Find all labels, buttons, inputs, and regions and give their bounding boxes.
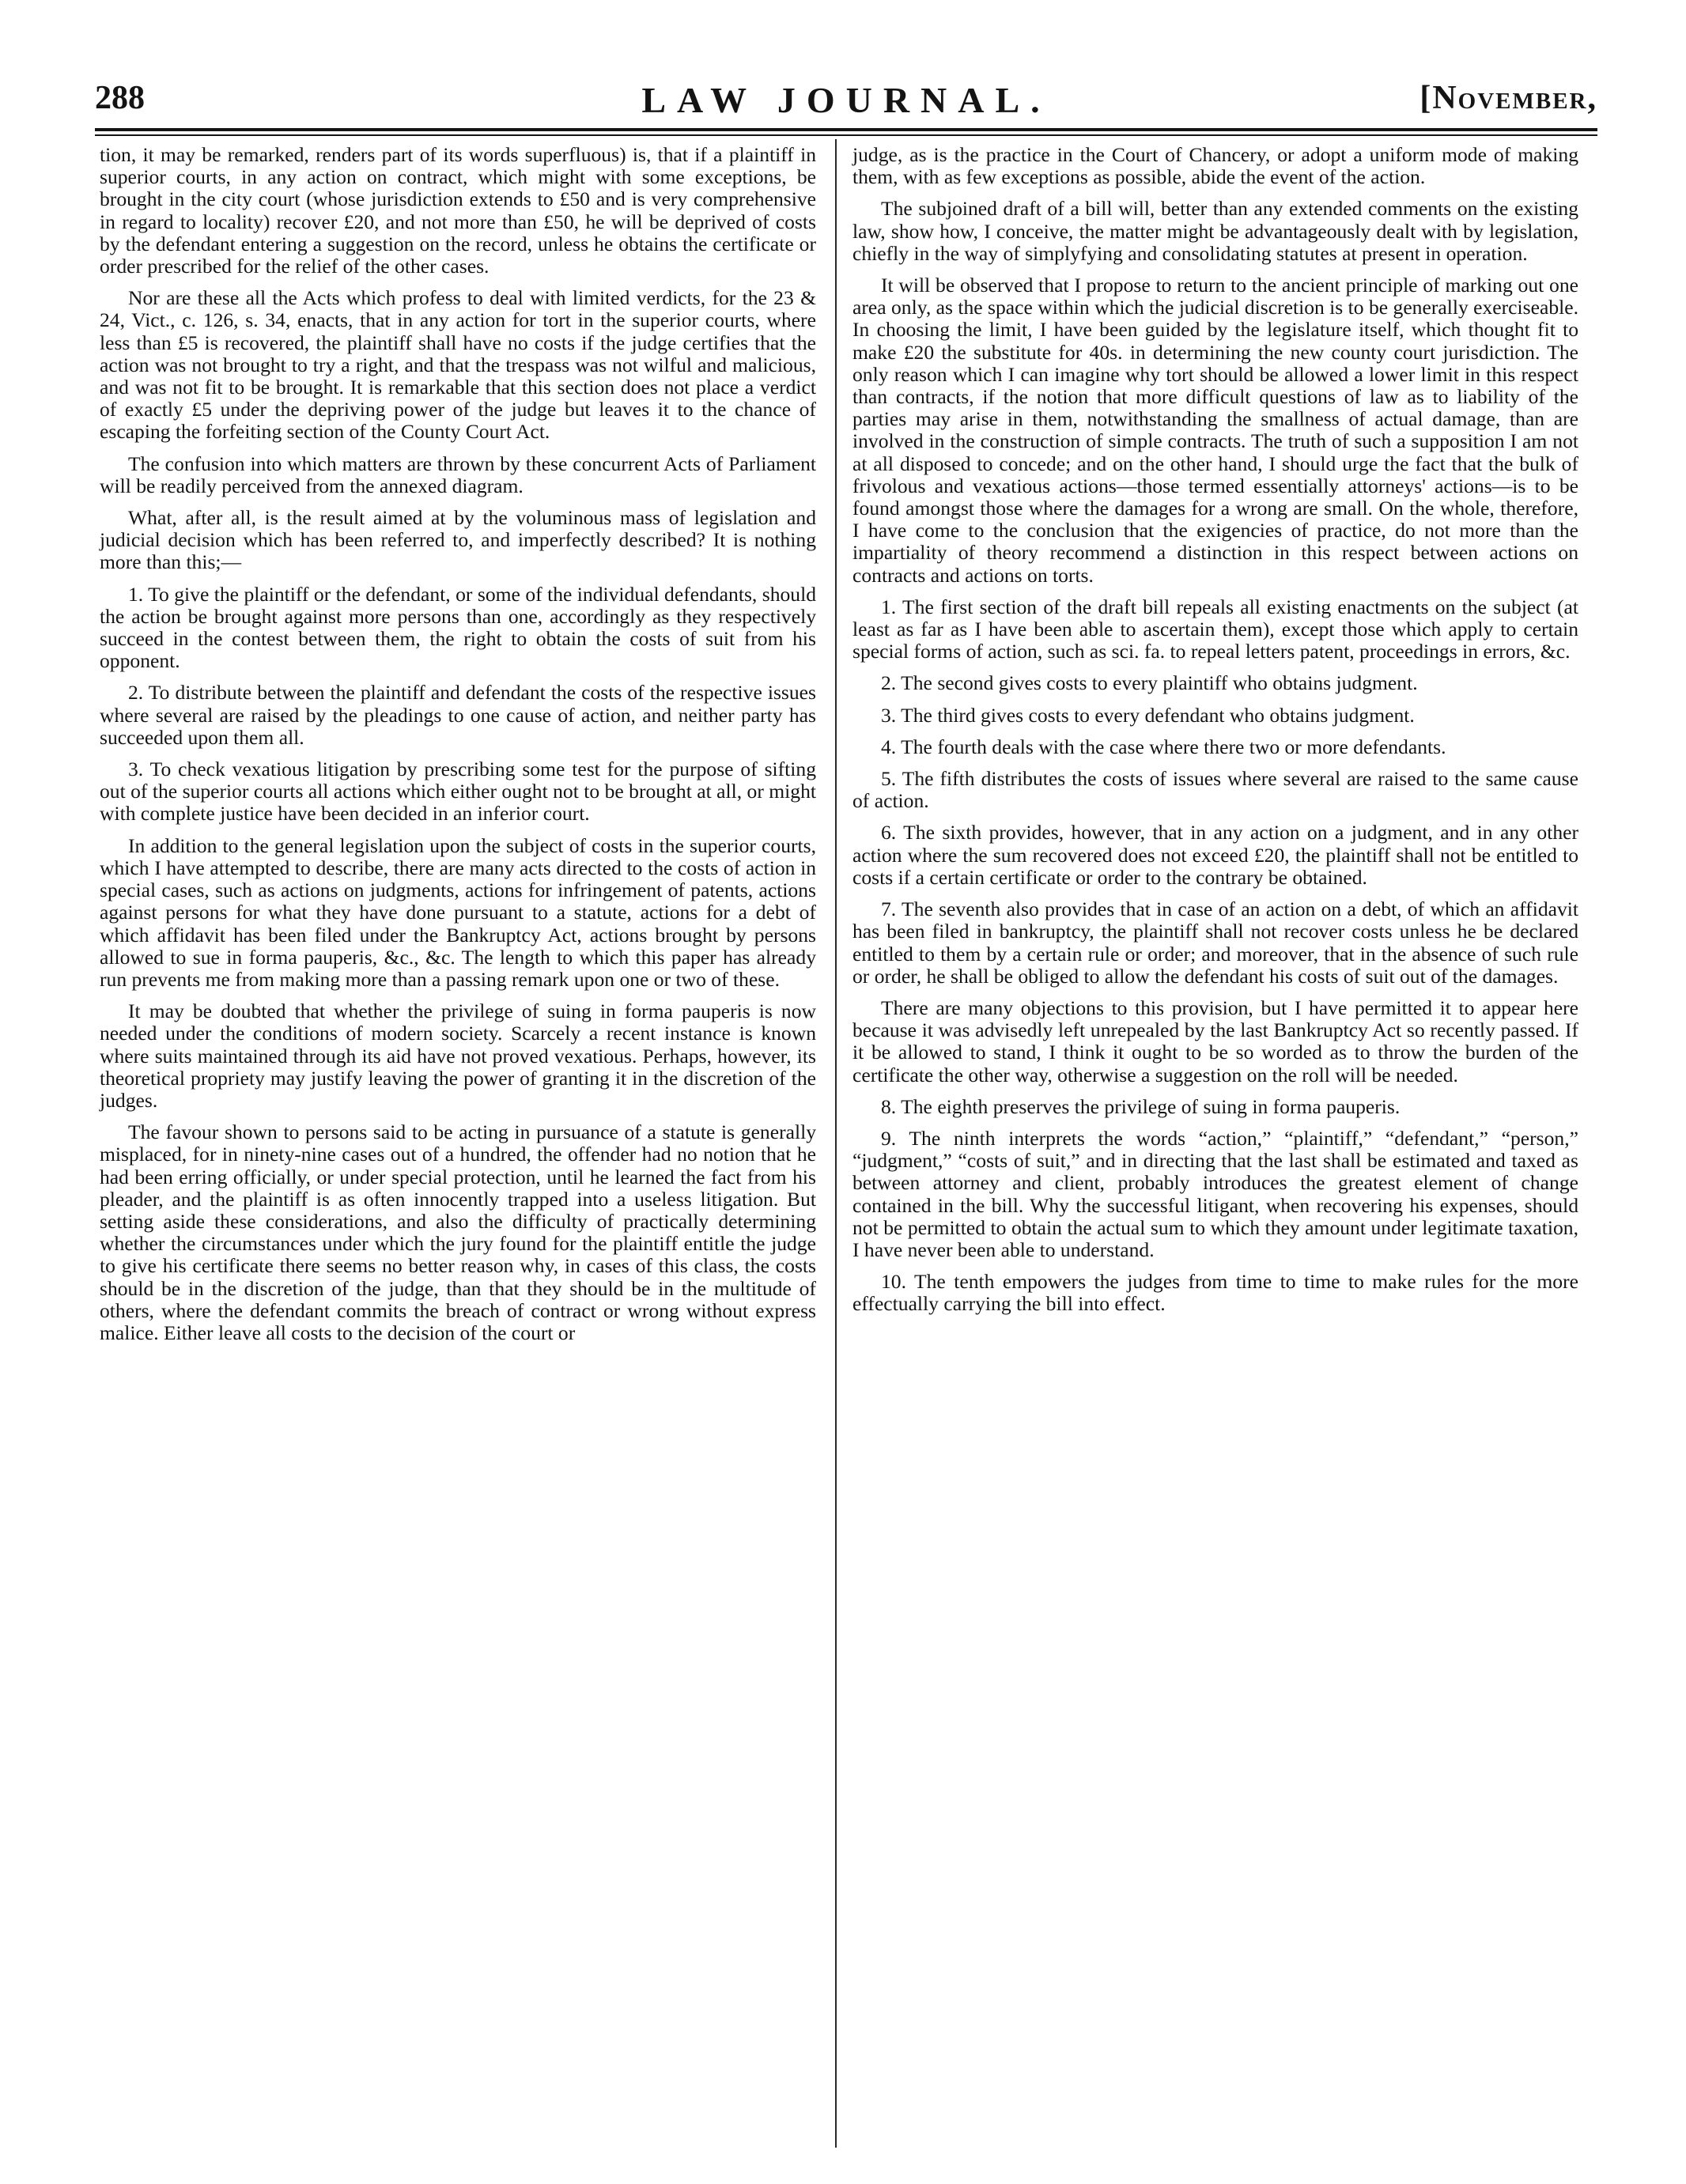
- paragraph: The subjoined draft of a bill will, better than any extended comments on the existing law, show how, I conceive, the matter might be advantageously dealt with by legislation, chiefly in the way of simplyfying and consolidating statutes at present in operation.: [852, 197, 1578, 265]
- list-item: 6. The sixth provides, however, that in any action on a judgment, and in any other action where the sum recovered does not exceed £20, the plaintiff shall not be entitled to costs if a certain certificate or order to the contrary be obtained.: [852, 821, 1578, 889]
- paragraph: The favour shown to persons said to be acting in pursuance of a statute is generally misplaced, for in ninety-nine cases out of a hundred, the offender had no notion that he had been erring officially, or under special protection, until he learned the fact from his pleader, and the plaintiff is as often innocently trapped into a useless litigation. But setting aside these considerations, and also the difficulty of practically determining whether the circumstances under which the jury found for the plaintiff entitle the judge to give his certificate there seems no better reason why, in cases of this class, the costs should be in the discretion of the judge, than that they should be in the multitude of others, where the defendant commits the breach of contract or wrong without express malice. Either leave all costs to the decision of the court or: [100, 1120, 816, 1344]
- list-item: 3. The third gives costs to every defendant who obtains judgment.: [881, 703, 1415, 727]
- paragraph: tion, it may be remarked, renders part of its words superfluous) is, that if a plaintiff in superior courts, in any action on contract, which might with some exceptions, be brought in the city court (whose jurisdiction extends to £50 and is very comprehensive in regard to locality) recover £20, and not more than £50, he will be deprived of costs by the defendant entering a suggestion on the record, unless he obtains the certificate or order prescribed for the relief of the other cases.: [100, 143, 816, 278]
- journal-title: LAW JOURNAL.: [641, 80, 1051, 120]
- running-header: [95, 79, 1597, 127]
- list-item: 2. To distribute between the plaintiff and defendant the costs of the respective issues where several are raised by the pleadings to one cause of action, and neither party has succeeded upon them all.: [100, 681, 816, 749]
- paragraph: It may be doubted that whether the privilege of suing in forma pauperis is now needed under the conditions of modern society. Scarcely a recent instance is known where suits maintained through its aid have not proved vexatious. Perhaps, however, its theoretical propriety may justify leaving the power of granting it in the discretion of the judges.: [100, 999, 816, 1112]
- paragraph: It will be observed that I propose to return to the ancient principle of marking out one area only, as the space within which the judicial discretion is to be generally exerciseable. In choosing the limit, I have been guided by the legislature itself, which thought fit to make £20 the substitute for 40s. in determining the new county court jurisdiction. The only reason which I can imagine why tort should be allowed a lower limit in this respect than contracts, if the notion that more difficult questions of law as to liability of the parties may arise in them, notwithstanding the smallness of actual damage, than are involved in the construction of simple contracts. The truth of such a supposition I am not at all disposed to concede; and on the other hand, I should urge the fact that the bulk of frivolous and vexatious actions—those termed essentially attorneys' actions—is to be found amongst those where the damages for a wrong are small. On the whole, therefore, I have come to the conclusion that the exigencies of practice, do not more than the impartiality of theory recommend a distinction in this respect between actions on contracts and actions on torts.: [852, 274, 1578, 587]
- list-item: 2. The second gives costs to every plaintiff who obtains judgment.: [881, 671, 1418, 695]
- list-item: 8. The eighth preserves the privilege of suing in forma pauperis.: [881, 1094, 1401, 1118]
- page-number: 288: [95, 80, 145, 116]
- column-separator: [835, 139, 837, 2148]
- paragraph: judge, as is the practice in the Court of Chancery, or adopt a uniform mode of making them, with as few exceptions as possible, abide the event of the action.: [852, 143, 1578, 189]
- left-column: [100, 144, 816, 1354]
- paragraph: Nor are these all the Acts which profess to deal with limited verdicts, for the 23 & 24, Vict., c. 126, s. 34, enacts, that in any action for tort in the superior courts, where less than £5 is recovered, the plaintiff shall have no costs if the judge certifies that the action was not brought to try a right, and that the trespass was not wilful and malicious, and was not fit to be brought. It is remarkable that this section does not place a verdict of exactly £5 under the depriving power of the judge but leaves it to the chance of escaping the forfeiting section of the County Court Act.: [100, 286, 816, 444]
- list-item: 4. The fourth deals with the case where there two or more defendants.: [881, 735, 1446, 758]
- paragraph: In addition to the general legislation upon the subject of costs in the superior courts, which I have attempted to describe, there are many acts directed to the costs of action in special cases, such as actions on judgments, actions for infringement of patents, actions against persons for what they have done pursuant to a statute, actions for a debt of which affidavit has been filed under the Bankruptcy Act, actions brought by persons allowed to sue in forma pauperis, &c., &c. The length to which this paper has already run prevents me from making more than a passing remark upon one or two of these.: [100, 833, 816, 991]
- list-item: 10. The tenth empowers the judges from time to time to make rules for the more effectually carrying the bill into effect.: [852, 1270, 1578, 1316]
- list-item: 7. The seventh also provides that in case of an action on a debt, of which an affidavit has been filed in bankruptcy, the plaintiff shall not recover costs unless he be declared entitled to them by a certain rule or order; and moreover, that in the absence of such rule or order, he shall be obliged to allow the defendant his costs of suit out of the damages.: [852, 897, 1578, 988]
- list-item: 3. To check vexatious litigation by prescribing some test for the purpose of sifting out of the superior courts all actions which either ought not to be brought at all, or might with complete justice have been decided in an inferior court.: [100, 758, 816, 826]
- month-label: [November,: [1419, 80, 1597, 116]
- header-rule-thick: [95, 128, 1597, 131]
- header-rule-thin: [95, 134, 1597, 136]
- list-item: 1. To give the plaintiff or the defendant, or some of the individual defendants, should the action be brought against more persons than one, accordingly as they respectively succeed in the contest between them, the right to obtain the costs of suit from his opponent.: [100, 582, 816, 673]
- paragraph: The confusion into which matters are thrown by these concurrent Acts of Parliament will be readily perceived from the annexed diagram.: [100, 452, 816, 497]
- list-item: 9. The ninth interprets the words “action,” “plaintiff,” “defendant,” “person,” “judgment,” “costs of suit,” and in directing that the last shall be estimated and taxed as between attorney and client, probably introduces the greatest element of change contained in the bill. Why the successful litigant, when recovering his expenses, should not be permitted to obtain the actual sum to which they amount under legitimate taxation, I have never been able to understand.: [852, 1126, 1578, 1261]
- paragraph: What, after all, is the result aimed at by the voluminous mass of legislation and judicial decision which has been referred to, and imperfectly described? It is nothing more than this;—: [100, 506, 816, 574]
- list-item: 1. The first section of the draft bill repeals all existing enactments on the subject (at least as far as I have been able to ascertain them), except those which apply to certain special forms of action, such as sci. fa. to repeal letters patent, proceedings in errors, &c.: [852, 595, 1578, 663]
- list-item: 5. The fifth distributes the costs of issues where several are raised to the same cause of action.: [852, 767, 1578, 813]
- paragraph: There are many objections to this provision, but I have permitted it to appear here because it was advisedly left unrepealed by the last Bankruptcy Act so recently passed. If it be allowed to stand, I think it ought to be so worded as to throw the burden of the certificate the other way, otherwise a suggestion on the roll will be needed.: [852, 996, 1578, 1086]
- right-column: [852, 144, 1578, 1325]
